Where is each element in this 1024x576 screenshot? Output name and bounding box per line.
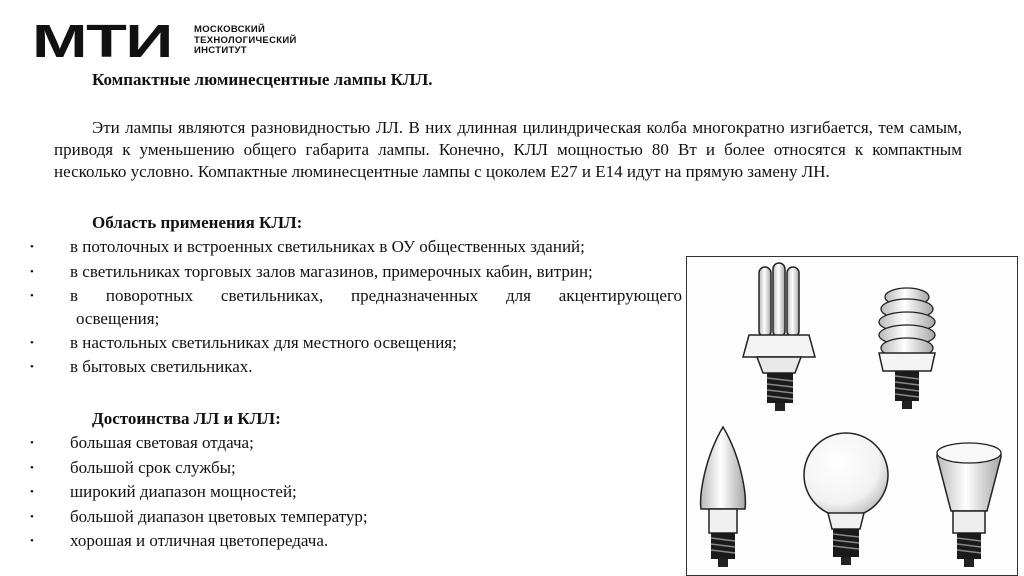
application-list	[30, 235, 682, 380]
advantages-list	[30, 431, 368, 554]
intro-paragraph: Эти лампы являются разновидностью ЛЛ. В них длинная цилиндрическая колба многократно изгибается, тем самым, приводя к уменьшению общего габарита лампы. Конечно, КЛЛ мощностью 80 Вт и более относятся к компактным несколько условно. Компактные люминесцентные лампы с цоколем Е27 и Е14 идут на прямую замену ЛН.	[54, 118, 962, 181]
list-item-continuation: освещения;	[76, 308, 160, 328]
logo-mark: МТИ	[32, 15, 172, 67]
u-tube-cfl-icon	[743, 263, 815, 411]
list-item: • широкий диапазон мощностей;	[30, 480, 368, 505]
list-item: • большой срок службы;	[30, 456, 368, 481]
list-item: • большой диапазон цветовых температур;	[30, 505, 368, 530]
list-item: • большая световая отдача;	[30, 431, 368, 456]
list-item: • в бытовых светильниках.	[30, 355, 682, 380]
list-item-text: • в поворотных светильниках, предназначенных для акцентирующего	[70, 286, 682, 305]
list-item: • хорошая и отличная цветопередача.	[30, 529, 368, 554]
lamp-illustrations	[686, 256, 1018, 576]
list-item	[30, 284, 682, 309]
spiral-cfl-icon	[879, 288, 935, 409]
application-heading: Область применения КЛЛ:	[92, 213, 303, 232]
slide-title: Компактные люминесцентные лампы КЛЛ.	[92, 70, 433, 89]
logo-line: ТЕХНОЛОГИЧЕСКИЙ	[194, 34, 297, 46]
candle-bulb-icon	[701, 427, 746, 567]
logo-line: ИНСТИТУТ	[194, 45, 247, 57]
list-item: • в потолочных и встроенных светильниках в ОУ общественных зданий;	[30, 235, 682, 260]
advantages-heading: Достоинства ЛЛ и КЛЛ:	[92, 409, 281, 428]
list-item: • в настольных светильниках для местного освещения;	[30, 331, 682, 356]
globe-bulb-icon	[804, 433, 888, 565]
list-item: • в светильниках торговых залов магазинов, примерочных кабин, витрин;	[30, 260, 682, 285]
logo-line: МОСКОВСКИЙ	[194, 24, 266, 36]
reflector-bulb-icon	[937, 443, 1001, 567]
institute-logo	[32, 15, 297, 67]
